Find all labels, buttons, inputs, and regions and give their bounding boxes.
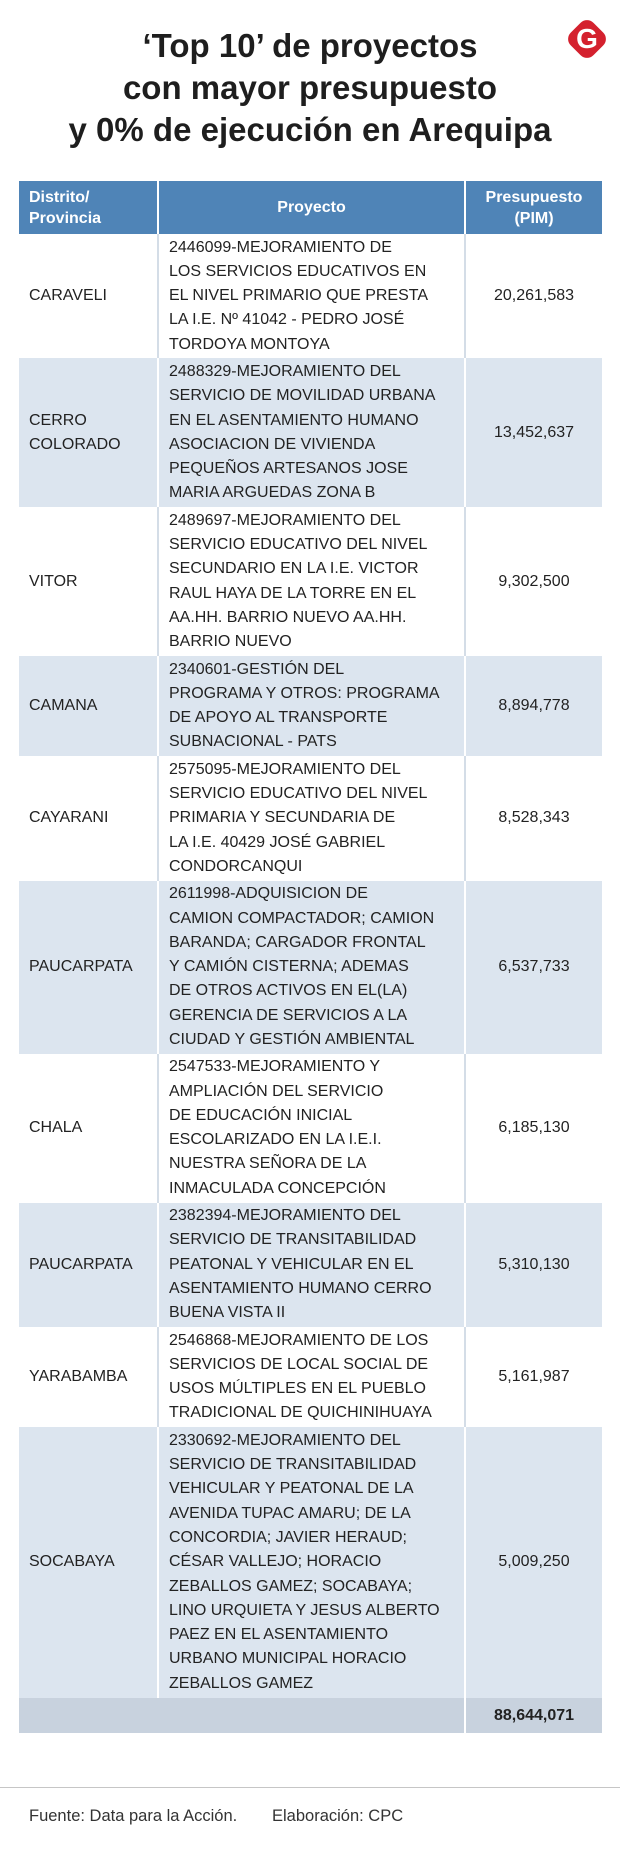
cell-project: 2446099-MEJORAMIENTO DE LOS SERVICIOS EDUCATIVOS EN EL NIVEL PRIMARIO QUE PRESTA LA I.E. Nº 41042 - PEDRO JOSÉ TORDOYA MONTOYA <box>159 234 466 358</box>
cell-budget: 5,310,130 <box>466 1203 602 1327</box>
total-row <box>19 1698 602 1733</box>
cell-project: 2575095-MEJORAMIENTO DEL SERVICIO EDUCATIVO DEL NIVEL PRIMARIA Y SECUNDARIA DE LA I.E. 40429 JOSÉ GABRIEL CONDORCANQUI <box>159 756 466 880</box>
logo-badge <box>564 16 610 62</box>
table-header-row <box>19 181 602 234</box>
cell-project: 2489697-MEJORAMIENTO DEL SERVICIO EDUCATIVO DEL NIVEL SECUNDARIO EN LA I.E. VICTOR RAUL HAYA DE LA TORRE EN EL AA.HH. BARRIO NUEVO AA.HH. BARRIO NUEVO <box>159 507 466 656</box>
cell-district: CERRO COLORADO <box>19 358 159 507</box>
credit-note: Elaboración: CPC <box>272 1807 404 1825</box>
table-row <box>19 656 602 756</box>
cell-project: 2488329-MEJORAMIENTO DEL SERVICIO DE MOVILIDAD URBANA EN EL ASENTAMIENTO HUMANO ASOCIACION DE VIVIENDA PEQUEÑOS ARTESANOS JOSE MARIA ARGUEDAS ZONA B <box>159 358 466 507</box>
cell-project: 2382394-MEJORAMIENTO DEL SERVICIO DE TRANSITABILIDAD PEATONAL Y VEHICULAR EN EL ASENTAMIENTO HUMANO CERRO BUENA VISTA II <box>159 1203 466 1327</box>
table-body <box>19 234 602 1698</box>
table-row <box>19 234 602 358</box>
cell-district: PAUCARPATA <box>19 1203 159 1327</box>
table-row <box>19 1427 602 1697</box>
column-header-budget: Presupuesto (PIM) <box>466 181 602 234</box>
cell-district: CARAVELI <box>19 234 159 358</box>
cell-district: CHALA <box>19 1054 159 1203</box>
column-header-district: Distrito/ Provincia <box>19 181 159 234</box>
table-row <box>19 1054 602 1203</box>
total-value: 88,644,071 <box>466 1698 602 1733</box>
cell-budget: 6,537,733 <box>466 881 602 1054</box>
cell-project: 2340601-GESTIÓN DEL PROGRAMA Y OTROS: PROGRAMA DE APOYO AL TRANSPORTE SUBNACIONAL - PATS <box>159 656 466 756</box>
cell-budget: 13,452,637 <box>466 358 602 507</box>
cell-budget: 5,161,987 <box>466 1327 602 1427</box>
source-note: Fuente: Data para la Acción. <box>29 1807 238 1825</box>
chart-title: ‘Top 10’ de proyectos con mayor presupuesto y 0% de ejecución en Arequipa <box>68 27 552 148</box>
table-row <box>19 507 602 656</box>
cell-district: CAMANA <box>19 656 159 756</box>
data-table <box>19 181 602 1733</box>
cell-budget: 8,894,778 <box>466 656 602 756</box>
table-row <box>19 358 602 507</box>
table-total <box>19 1698 602 1733</box>
cell-budget: 20,261,583 <box>466 234 602 358</box>
cell-budget: 6,185,130 <box>466 1054 602 1203</box>
cell-budget: 5,009,250 <box>466 1427 602 1697</box>
table-row <box>19 881 602 1054</box>
cell-budget: 8,528,343 <box>466 756 602 880</box>
cell-project: 2546868-MEJORAMIENTO DE LOS SERVICIOS DE LOCAL SOCIAL DE USOS MÚLTIPLES EN EL PUEBLO TRADICIONAL DE QUICHINIHUAYA <box>159 1327 466 1427</box>
table-row <box>19 756 602 880</box>
footer-divider <box>0 1787 620 1788</box>
logo-letter: G <box>576 23 598 54</box>
table-row <box>19 1327 602 1427</box>
column-header-project: Proyecto <box>159 181 466 234</box>
cell-project: 2330692-MEJORAMIENTO DEL SERVICIO DE TRANSITABILIDAD VEHICULAR Y PEATONAL DE LA AVENIDA TUPAC AMARU; DE LA CONCORDIA; JAVIER HERAUD; CÉSAR VALLEJO; HORACIO ZEBALLOS GAMEZ; SOCABAYA; LINO URQUIETA Y JESUS ALBERTO PAEZ EN EL ASENTAMIENTO URBANO MUNICIPAL HORACIO ZEBALLOS GAMEZ <box>159 1427 466 1697</box>
cell-budget: 9,302,500 <box>466 507 602 656</box>
cell-district: SOCABAYA <box>19 1427 159 1697</box>
cell-project: 2547533-MEJORAMIENTO Y AMPLIACIÓN DEL SERVICIO DE EDUCACIÓN INICIAL ESCOLARIZADO EN LA I.E.I. NUESTRA SEÑORA DE LA INMACULADA CONCEPCIÓN <box>159 1054 466 1203</box>
cell-district: CAYARANI <box>19 756 159 880</box>
cell-district: YARABAMBA <box>19 1327 159 1427</box>
total-spacer <box>19 1698 466 1733</box>
cell-district: VITOR <box>19 507 159 656</box>
table-row <box>19 1203 602 1327</box>
cell-project: 2611998-ADQUISICION DE CAMION COMPACTADOR; CAMION BARANDA; CARGADOR FRONTAL Y CAMIÓN CISTERNA; ADEMAS DE OTROS ACTIVOS EN EL(LA) GERENCIA DE SERVICIOS A LA CIUDAD Y GESTIÓN AMBIENTAL <box>159 881 466 1054</box>
cell-district: PAUCARPATA <box>19 881 159 1054</box>
